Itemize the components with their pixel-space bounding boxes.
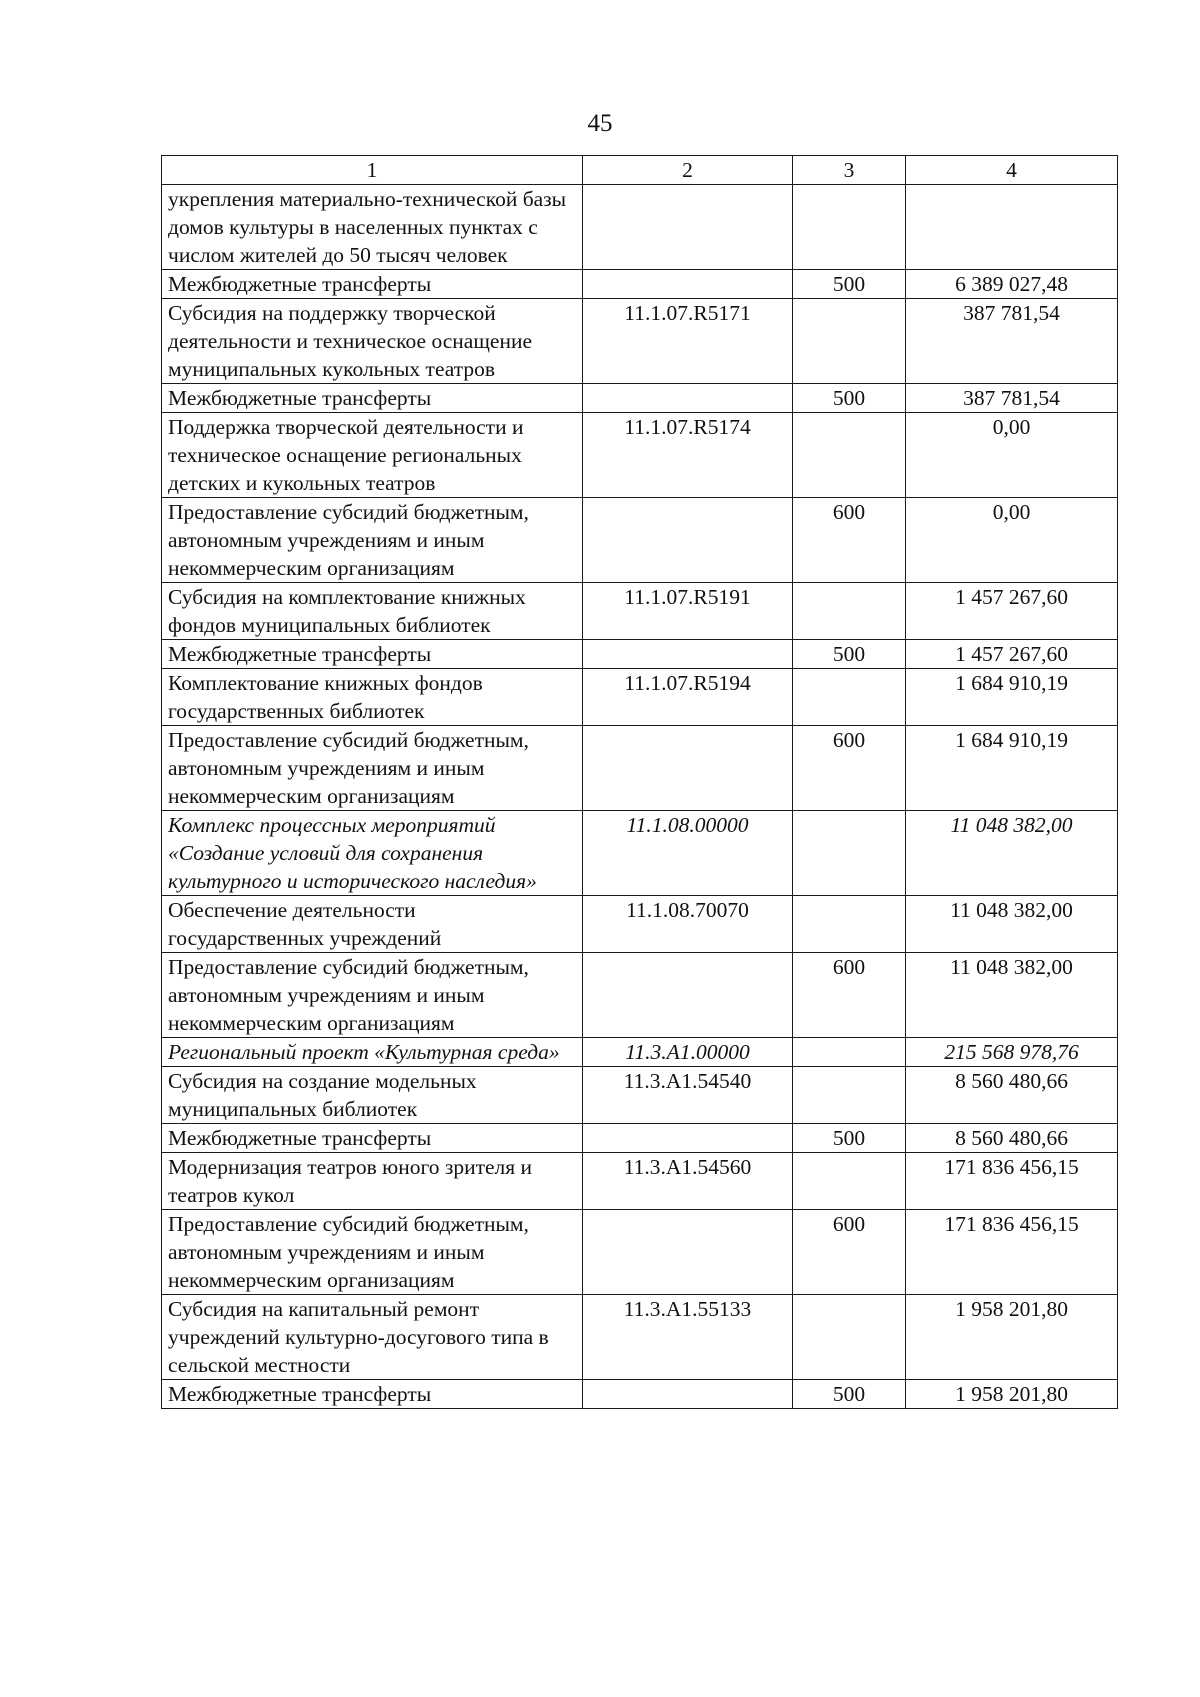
row-name-cell: Межбюджетные трансферты <box>162 384 583 413</box>
row-code-cell: 11.3.А1.54540 <box>583 1067 793 1124</box>
row-expense-type-cell: 500 <box>793 640 906 669</box>
row-expense-type-cell <box>793 1067 906 1124</box>
row-expense-type-cell: 500 <box>793 1124 906 1153</box>
column-header-1: 1 <box>162 156 583 185</box>
row-name-cell: Предоставление субсидий бюджетным, автономным учреждениям и иным некоммерческим организациям <box>162 726 583 811</box>
table-header-row <box>162 156 1118 185</box>
row-amount-cell: 11 048 382,00 <box>906 811 1118 896</box>
row-expense-type-cell <box>793 583 906 640</box>
row-code-cell: 11.1.08.70070 <box>583 896 793 953</box>
table-row <box>162 640 1118 669</box>
row-name-cell: Межбюджетные трансферты <box>162 270 583 299</box>
row-code-cell <box>583 953 793 1038</box>
row-expense-type-cell <box>793 1295 906 1380</box>
table-row <box>162 1295 1118 1380</box>
table-row <box>162 726 1118 811</box>
table-row <box>162 896 1118 953</box>
row-amount-cell: 11 048 382,00 <box>906 896 1118 953</box>
row-expense-type-cell <box>793 299 906 384</box>
row-name-cell: Межбюджетные трансферты <box>162 640 583 669</box>
row-amount-cell: 1 684 910,19 <box>906 669 1118 726</box>
table-row <box>162 270 1118 299</box>
row-amount-cell: 0,00 <box>906 413 1118 498</box>
table-body <box>162 185 1118 1409</box>
table-row <box>162 811 1118 896</box>
row-expense-type-cell <box>793 1038 906 1067</box>
row-amount-cell: 171 836 456,15 <box>906 1153 1118 1210</box>
row-code-cell: 11.1.07.R5191 <box>583 583 793 640</box>
column-header-3: 3 <box>793 156 906 185</box>
row-amount-cell: 1 958 201,80 <box>906 1380 1118 1409</box>
row-amount-cell: 8 560 480,66 <box>906 1124 1118 1153</box>
table-row <box>162 953 1118 1038</box>
table-row <box>162 498 1118 583</box>
table-row <box>162 384 1118 413</box>
table-row <box>162 583 1118 640</box>
row-code-cell: 11.3.А1.00000 <box>583 1038 793 1067</box>
row-amount-cell <box>906 185 1118 270</box>
row-code-cell: 11.1.07.R5174 <box>583 413 793 498</box>
table-row <box>162 1380 1118 1409</box>
row-amount-cell: 215 568 978,76 <box>906 1038 1118 1067</box>
row-amount-cell: 6 389 027,48 <box>906 270 1118 299</box>
row-amount-cell: 1 457 267,60 <box>906 583 1118 640</box>
row-name-cell: Поддержка творческой деятельности и техническое оснащение региональных детских и кукольных театров <box>162 413 583 498</box>
row-expense-type-cell <box>793 669 906 726</box>
budget-table <box>161 155 1118 1409</box>
row-expense-type-cell <box>793 1153 906 1210</box>
table-row <box>162 1153 1118 1210</box>
table-row <box>162 299 1118 384</box>
row-expense-type-cell <box>793 896 906 953</box>
table-row <box>162 669 1118 726</box>
row-name-cell: Субсидия на капитальный ремонт учреждений культурно-досугового типа в сельской местности <box>162 1295 583 1380</box>
row-name-cell: Предоставление субсидий бюджетным, автономным учреждениям и иным некоммерческим организациям <box>162 953 583 1038</box>
row-expense-type-cell: 500 <box>793 270 906 299</box>
row-code-cell <box>583 270 793 299</box>
row-code-cell <box>583 185 793 270</box>
row-code-cell: 11.1.08.00000 <box>583 811 793 896</box>
row-name-cell: Комплектование книжных фондов государственных библиотек <box>162 669 583 726</box>
row-name-cell: Межбюджетные трансферты <box>162 1380 583 1409</box>
row-amount-cell: 387 781,54 <box>906 299 1118 384</box>
row-name-cell: Субсидия на создание модельных муниципальных библиотек <box>162 1067 583 1124</box>
row-expense-type-cell: 600 <box>793 498 906 583</box>
row-expense-type-cell <box>793 413 906 498</box>
table-row <box>162 1210 1118 1295</box>
row-code-cell: 11.3.А1.55133 <box>583 1295 793 1380</box>
row-name-cell: укрепления материально-технической базы домов культуры в населенных пунктах с числом жителей до 50 тысяч человек <box>162 185 583 270</box>
row-code-cell <box>583 1124 793 1153</box>
table-row <box>162 1038 1118 1067</box>
row-amount-cell: 1 457 267,60 <box>906 640 1118 669</box>
row-code-cell <box>583 1380 793 1409</box>
row-name-cell: Субсидия на комплектование книжных фондов муниципальных библиотек <box>162 583 583 640</box>
row-name-cell: Предоставление субсидий бюджетным, автономным учреждениям и иным некоммерческим организациям <box>162 1210 583 1295</box>
row-amount-cell: 1 684 910,19 <box>906 726 1118 811</box>
row-amount-cell: 387 781,54 <box>906 384 1118 413</box>
row-name-cell: Субсидия на поддержку творческой деятельности и техническое оснащение муниципальных кукольных театров <box>162 299 583 384</box>
row-amount-cell: 171 836 456,15 <box>906 1210 1118 1295</box>
row-name-cell: Региональный проект «Культурная среда» <box>162 1038 583 1067</box>
row-name-cell: Обеспечение деятельности государственных учреждений <box>162 896 583 953</box>
row-amount-cell: 0,00 <box>906 498 1118 583</box>
row-code-cell: 11.1.07.R5194 <box>583 669 793 726</box>
row-name-cell: Межбюджетные трансферты <box>162 1124 583 1153</box>
column-header-2: 2 <box>583 156 793 185</box>
row-name-cell: Предоставление субсидий бюджетным, автономным учреждениям и иным некоммерческим организациям <box>162 498 583 583</box>
column-header-4: 4 <box>906 156 1118 185</box>
row-code-cell <box>583 384 793 413</box>
row-expense-type-cell: 600 <box>793 953 906 1038</box>
table-row <box>162 185 1118 270</box>
row-code-cell: 11.1.07.R5171 <box>583 299 793 384</box>
table-row <box>162 1067 1118 1124</box>
row-amount-cell: 1 958 201,80 <box>906 1295 1118 1380</box>
row-expense-type-cell: 500 <box>793 1380 906 1409</box>
table-row <box>162 413 1118 498</box>
row-name-cell: Комплекс процессных мероприятий «Создание условий для сохранения культурного и исторического наследия» <box>162 811 583 896</box>
row-amount-cell: 8 560 480,66 <box>906 1067 1118 1124</box>
page-number: 45 <box>587 110 613 137</box>
row-expense-type-cell: 600 <box>793 1210 906 1295</box>
table-row <box>162 1124 1118 1153</box>
row-code-cell <box>583 726 793 811</box>
row-code-cell <box>583 498 793 583</box>
row-expense-type-cell <box>793 185 906 270</box>
row-code-cell: 11.3.А1.54560 <box>583 1153 793 1210</box>
row-expense-type-cell: 500 <box>793 384 906 413</box>
row-expense-type-cell <box>793 811 906 896</box>
row-amount-cell: 11 048 382,00 <box>906 953 1118 1038</box>
row-code-cell <box>583 1210 793 1295</box>
row-name-cell: Модернизация театров юного зрителя и театров кукол <box>162 1153 583 1210</box>
row-expense-type-cell: 600 <box>793 726 906 811</box>
row-code-cell <box>583 640 793 669</box>
